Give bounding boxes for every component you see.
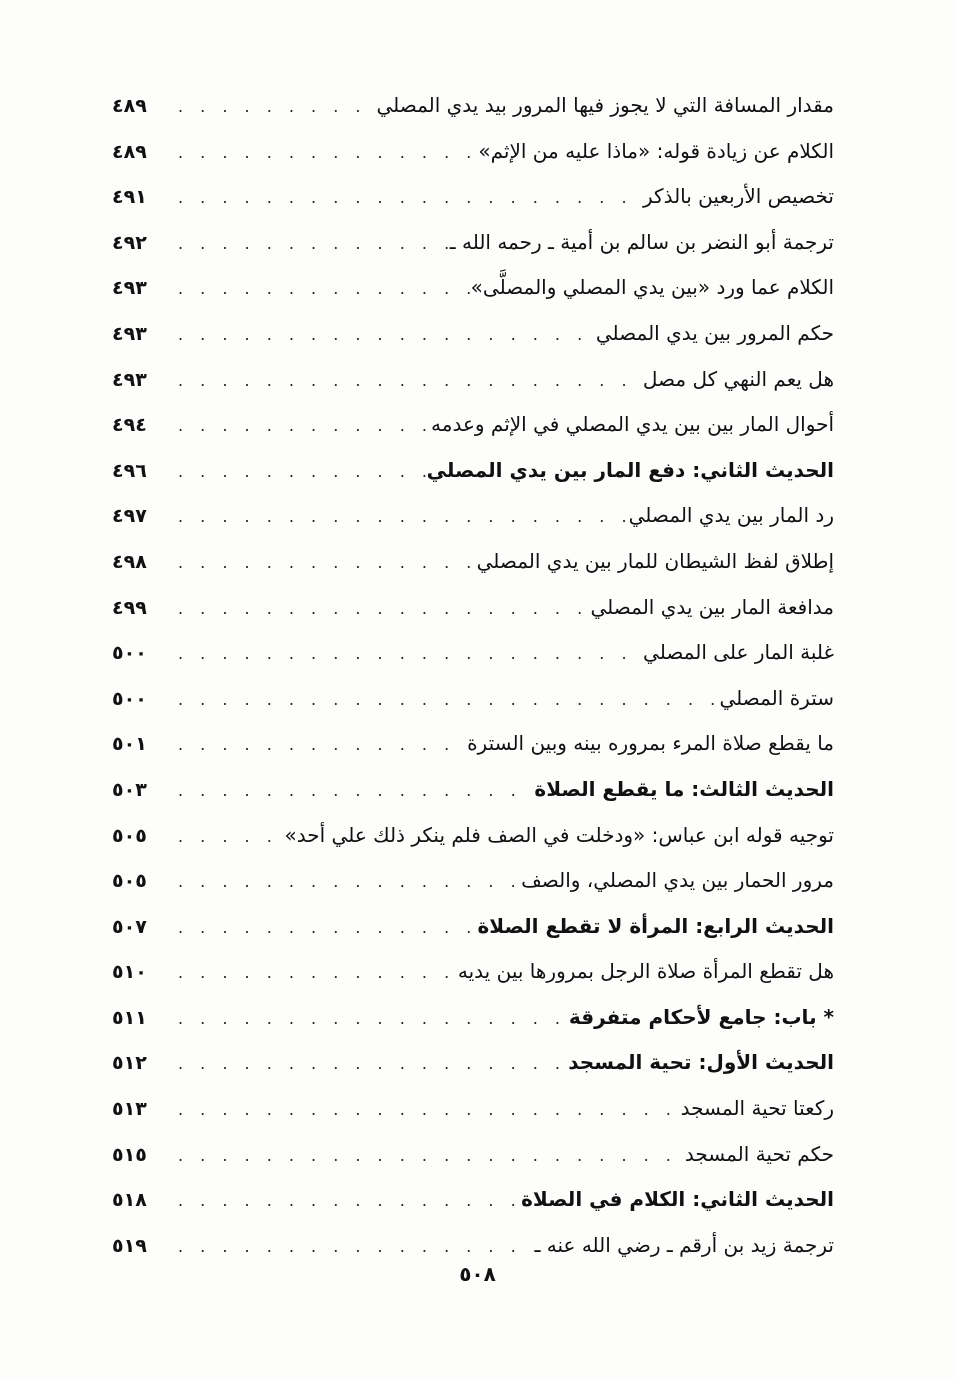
toc-entry-title: تخصيص الأربعين بالذكر [643,184,834,209]
dot-leader [168,358,643,404]
dot-leader [168,1133,685,1179]
toc-entry-page: ٥٠٠ [112,687,147,710]
toc-entry [112,676,834,722]
toc-entry-title: حكم تحية المسجد [684,1141,834,1166]
dot-leader [168,814,285,860]
dot-leader [168,312,596,358]
toc-entry-title: ترجمة أبو النضر بن سالم بن أمية ـ رحمه الله ـ [449,229,834,254]
toc-entry-heading: الحديث الرابع: المرأة لا تقطع الصلاة [477,913,834,938]
toc-entry [112,311,834,357]
toc-entry-page: ٥١٨ [112,1189,147,1212]
toc-entry-page: ٤٩٤ [112,414,147,437]
dot-leader [168,905,477,951]
toc-entry-heading: * باب: جامع لأحكام متفرقة [568,1004,834,1029]
table-of-contents [112,83,834,1268]
dot-leader [168,175,643,221]
toc-entry-page: ٥٠٣ [112,778,147,801]
toc-entry [112,813,834,859]
toc-entry-title: حكم المرور بين يدي المصلي [595,320,834,345]
dot-leader [168,266,471,312]
dot-leader [168,859,521,905]
toc-entry-title: ما يقطع صلاة المرء بمروره بينه وبين السترة [467,731,834,756]
dot-leader [168,403,431,449]
toc-entry [112,220,834,266]
toc-entry-page: ٤٩١ [112,186,147,209]
dot-leader [168,950,458,996]
dot-leader [168,449,427,495]
dot-leader [168,996,569,1042]
toc-entry-heading: الحديث الثاني: الكلام في الصلاة [521,1187,834,1212]
toc-entry-page: ٥٠١ [112,733,147,756]
toc-entry [112,1040,834,1086]
dot-leader [168,540,477,586]
toc-entry-page: ٤٨٩ [112,95,147,117]
toc-entry-page: ٤٩٣ [112,322,147,345]
toc-entry-page: ٥٠٠ [112,642,147,665]
toc-entry-heading: الحديث الثاني: دفع المار بين يدي المصلي [426,457,834,482]
toc-entry-title: أحوال المار بين بين يدي المصلي في الإثم وعدمه [431,412,834,437]
toc-entry [112,1177,834,1223]
toc-entry-title: الكلام عن زيادة قوله: «ماذا عليه من الإثم» [478,138,834,163]
toc-entry-page: ٤٩٨ [112,550,147,573]
dot-leader [168,130,478,176]
toc-entry-page: ٥٠٥ [112,870,147,893]
dot-leader [168,494,629,540]
toc-entry-page: ٤٩٦ [112,459,147,482]
toc-entry-page: ٥١٢ [112,1052,147,1075]
toc-entry-title: غلبة المار على المصلي [643,640,834,665]
toc-entry-page: ٥٠٧ [112,915,147,938]
toc-entry [112,721,834,767]
toc-entry-page: ٥٠٥ [112,824,147,847]
toc-entry [112,265,834,311]
dot-leader [168,1178,521,1224]
toc-entry-page: ٤٩٧ [112,505,147,528]
toc-entry-page: ٤٩٢ [112,231,147,254]
toc-entry [112,904,834,950]
dot-leader [168,722,467,768]
toc-entry-title: سترة المصلي [719,685,834,710]
toc-entry-page: ٤٩٣ [112,277,147,300]
toc-entry-heading: الحديث الأول: تحية المسجد [568,1050,834,1075]
toc-entry [112,83,834,129]
toc-entry-page: ٥١١ [112,1006,147,1029]
toc-entry [112,448,834,494]
toc-entry-title: ركعتا تحية المسجد [680,1096,834,1121]
dot-leader [168,586,591,632]
toc-entry-title: توجيه قوله ابن عباس: «ودخلت في الصف فلم ينكر ذلك علي أحد» [284,822,834,847]
toc-entry [112,858,834,904]
dot-leader [168,84,376,130]
dot-leader [168,631,643,677]
toc-entry [112,949,834,995]
toc-entry-title: مرور الحمار بين يدي المصلي، والصف [521,868,834,893]
toc-entry-page: ٥١٥ [112,1143,147,1166]
toc-entry-title: هل يعم النهي كل مصل [642,366,834,391]
dot-leader [168,677,719,723]
toc-entry-title: رد المار بين يدي المصلي [628,503,834,528]
toc-entry-page: ٤٩٣ [112,368,147,391]
toc-entry [112,767,834,813]
toc-entry [112,995,834,1041]
dot-leader [168,221,450,267]
toc-entry-page: ٥١٠ [112,961,147,984]
toc-entry [112,493,834,539]
toc-entry [112,174,834,220]
toc-entry-title: الكلام عما ورد «بين يدي المصلي والمصلَّى» [470,275,834,300]
dot-leader [168,768,534,814]
toc-entry-page: ٤٩٩ [112,596,147,619]
toc-entry [112,357,834,403]
toc-entry [112,585,834,631]
toc-entry-heading: الحديث الثالث: ما يقطع الصلاة [534,776,834,801]
toc-entry-title: مدافعة المار بين يدي المصلي [590,594,834,619]
toc-entry-page: ٥١٣ [112,1098,147,1121]
toc-entry [112,402,834,448]
toc-entry-title: ترجمة زيد بن أرقم ـ رضي الله عنه ـ [534,1232,834,1257]
toc-entry-page: ٤٨٩ [112,140,147,163]
toc-entry [112,1086,834,1132]
dot-leader [168,1087,681,1133]
toc-entry-page: ٥١٩ [112,1234,147,1257]
page-number: ٥٠٨ [459,1262,496,1286]
toc-entry-title: هل تقطع المرأة صلاة الرجل بمرورها بين يديه [457,959,834,984]
toc-entry-title: إطلاق لفظ الشيطان للمار بين يدي المصلي [476,548,834,573]
toc-entry [112,539,834,585]
toc-entry [112,1132,834,1178]
toc-entry [112,129,834,175]
toc-entry-title: مقدار المسافة التي لا يجوز فيها المرور بيد يدي المصلي [376,93,834,117]
toc-entry [112,630,834,676]
dot-leader [168,1041,568,1087]
